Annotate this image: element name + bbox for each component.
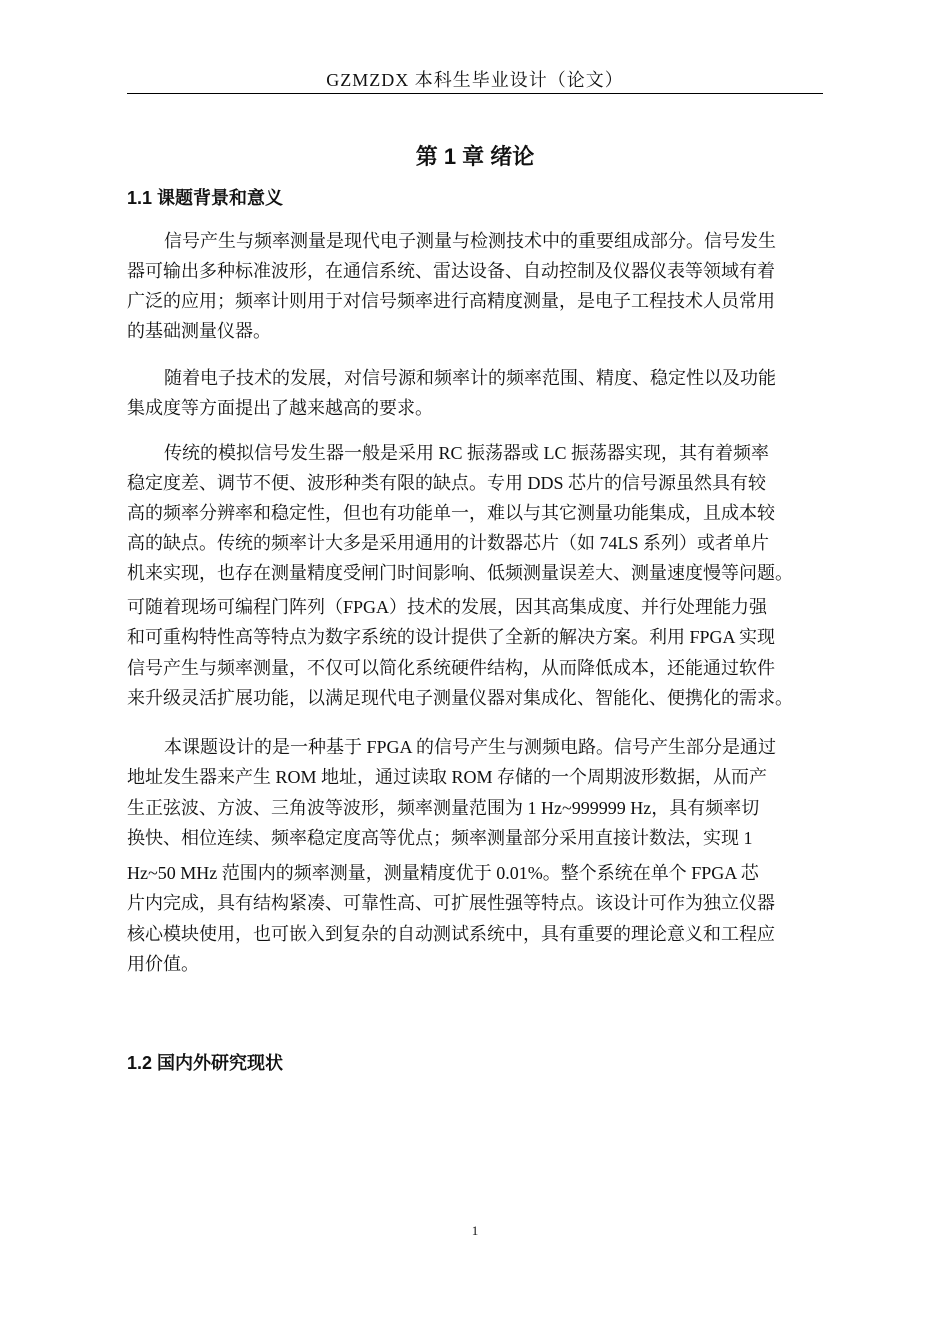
paragraph-line: 信号产生与频率测量是现代电子测量与检测技术中的重要组成部分。信号发生: [164, 231, 776, 251]
paragraph-line: 随着电子技术的发展，对信号源和频率计的频率范围、精度、稳定性以及功能: [164, 368, 776, 388]
paragraph-line: 来升级灵活扩展功能，以满足现代电子测量仪器对集成化、智能化、便携化的需求。: [127, 688, 793, 708]
paragraph-line: 机来实现，也存在测量精度受闸门时间影响、低频测量误差大、测量速度慢等问题。: [127, 563, 793, 583]
paragraph-line: 高的缺点。传统的频率计大多是采用通用的计数器芯片（如 74LS 系列）或者单片: [127, 533, 770, 553]
running-header: GZMZDX 本科生毕业设计（论文）: [326, 70, 624, 90]
paragraph-line: 生正弦波、方波、三角波等波形，频率测量范围为 1 Hz~999999 Hz，具有频率切: [127, 798, 760, 818]
paragraph-line: 广泛的应用；频率计则用于对信号频率进行高精度测量，是电子工程技术人员常用: [127, 291, 775, 311]
header-rule: [127, 93, 823, 94]
paragraph-line: 换快、相位连续、频率稳定度高等优点；频率测量部分采用直接计数法，实现 1: [127, 828, 753, 848]
section-title-1-1: 1.1 课题背景和意义: [127, 188, 284, 208]
paragraph-line: 片内完成，具有结构紧凑、可靠性高、可扩展性强等特点。该设计可作为独立仪器: [127, 893, 775, 913]
paragraph-line: 和可重构特性高等特点为数字系统的设计提供了全新的解决方案。利用 FPGA 实现: [127, 627, 776, 647]
paragraph-line: 传统的模拟信号发生器一般是采用 RC 振荡器或 LC 振荡器实现，其有着频率: [164, 443, 770, 463]
paragraph-line: 器可输出多种标准波形，在通信系统、雷达设备、自动控制及仪器仪表等领域有着: [127, 261, 775, 281]
page-number: 1: [471, 1223, 479, 1238]
paragraph-line: 核心模块使用，也可嵌入到复杂的自动测试系统中，具有重要的理论意义和工程应: [127, 924, 775, 944]
section-title-1-2: 1.2 国内外研究现状: [127, 1053, 284, 1073]
chapter-title: 第 1 章 绪论: [415, 144, 535, 169]
paragraph-line: 高的频率分辨率和稳定性，但也有功能单一，难以与其它测量功能集成，且成本较: [127, 503, 775, 523]
paragraph-line: 地址发生器来产生 ROM 地址，通过读取 ROM 存储的一个周期波形数据，从而产: [127, 767, 768, 787]
paragraph-line: 稳定度差、调节不便、波形种类有限的缺点。专用 DDS 芯片的信号源虽然具有较: [127, 473, 767, 493]
paragraph-line: 可随着现场可编程门阵列（FPGA）技术的发展，因其高集成度、并行处理能力强: [127, 597, 768, 617]
paragraph-line: 信号产生与频率测量，不仅可以简化系统硬件结构，从而降低成本，还能通过软件: [127, 658, 775, 678]
paragraph-line: Hz~50 MHz 范围内的频率测量，测量精度优于 0.01%。整个系统在单个 FPGA 芯: [127, 863, 759, 883]
paragraph-line: 用价值。: [127, 954, 199, 974]
paragraph-line: 集成度等方面提出了越来越高的要求。: [127, 398, 433, 418]
paragraph-line: 的基础测量仪器。: [127, 321, 271, 341]
paragraph-line: 本课题设计的是一种基于 FPGA 的信号产生与测频电路。信号产生部分是通过: [164, 737, 777, 757]
